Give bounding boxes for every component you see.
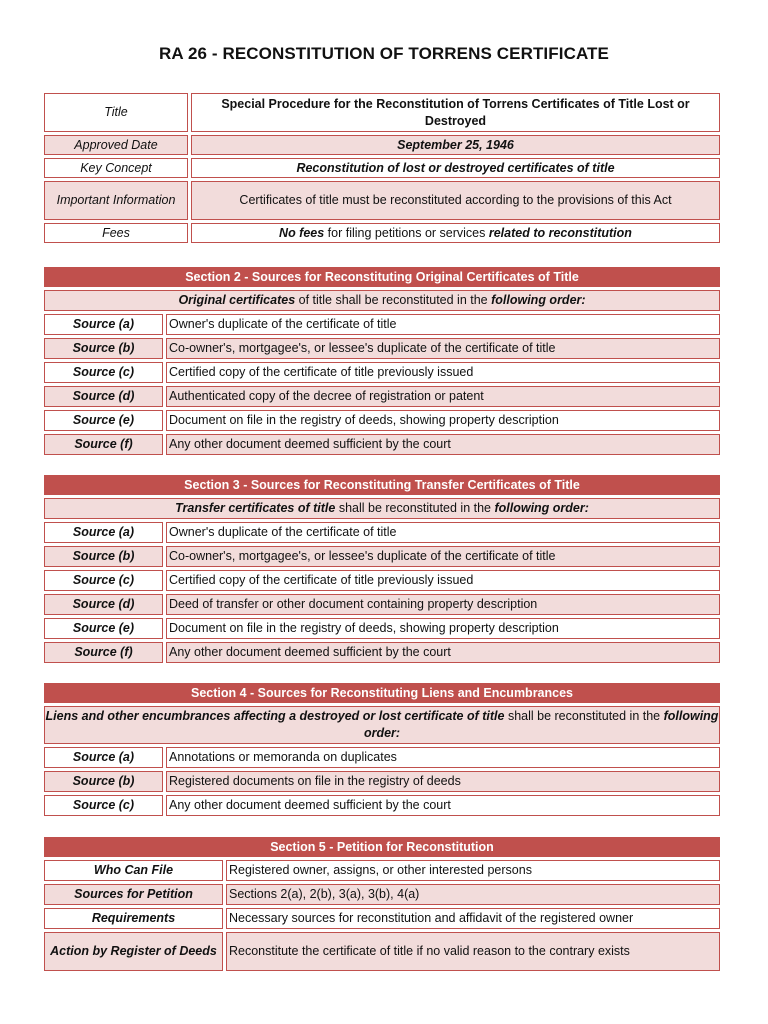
fees-emphasis: No fees xyxy=(279,225,325,240)
summary-value: Reconstitution of lost or destroyed certificates of title xyxy=(191,158,720,178)
section-header: Section 4 - Sources for Reconstituting Liens and Encumbrances xyxy=(44,683,720,703)
table-row xyxy=(44,386,720,407)
row-label: Requirements xyxy=(44,908,223,929)
section-5 xyxy=(44,837,720,974)
row-label: Source (b) xyxy=(44,338,163,359)
table-row xyxy=(44,522,720,543)
summary-value: Special Procedure for the Reconstitution of Torrens Certificates of Title Lost or Destroyed xyxy=(191,93,720,132)
summary-label: Fees xyxy=(44,223,188,243)
section-intro-em: Liens and other encumbrances affecting a destroyed or lost certificate of title xyxy=(45,709,505,723)
section-header: Section 5 - Petition for Reconstitution xyxy=(44,837,720,857)
row-label: Source (c) xyxy=(44,570,163,591)
summary-table xyxy=(44,93,720,246)
table-row xyxy=(44,747,720,768)
row-value: Any other document deemed sufficient by the court xyxy=(166,434,720,455)
table-row xyxy=(44,314,720,335)
summary-label: Title xyxy=(44,93,188,132)
row-label: Source (a) xyxy=(44,522,163,543)
table-row xyxy=(44,771,720,792)
section-intro xyxy=(44,498,720,519)
summary-row-important-information xyxy=(44,181,720,220)
row-value: Any other document deemed sufficient by the court xyxy=(166,642,720,663)
summary-row-key-concept xyxy=(44,158,720,178)
row-value: Owner's duplicate of the certificate of title xyxy=(166,314,720,335)
row-label: Source (c) xyxy=(44,362,163,383)
row-value: Reconstitute the certificate of title if no valid reason to the contrary exists xyxy=(226,932,720,971)
row-label: Source (b) xyxy=(44,771,163,792)
table-row xyxy=(44,434,720,455)
summary-value: Certificates of title must be reconstituted according to the provisions of this Act xyxy=(191,181,720,220)
section-2 xyxy=(44,267,720,458)
summary-value: September 25, 1946 xyxy=(191,135,720,155)
table-row xyxy=(44,410,720,431)
summary-label: Key Concept xyxy=(44,158,188,178)
section-3 xyxy=(44,475,720,666)
summary-row-fees xyxy=(44,223,720,243)
fees-text: for filing petitions or services xyxy=(324,225,489,240)
row-value: Owner's duplicate of the certificate of title xyxy=(166,522,720,543)
summary-row-approved-date xyxy=(44,135,720,155)
row-value: Registered owner, assigns, or other interested persons xyxy=(226,860,720,881)
row-value: Authenticated copy of the decree of registration or patent xyxy=(166,386,720,407)
section-intro-em: Original certificates xyxy=(178,293,296,307)
row-value: Certified copy of the certificate of title previously issued xyxy=(166,570,720,591)
section-intro-em-2: following order: xyxy=(363,709,719,740)
summary-row-title xyxy=(44,93,720,132)
row-label: Sources for Petition xyxy=(44,884,223,905)
row-label: Source (a) xyxy=(44,747,163,768)
row-label: Source (c) xyxy=(44,795,163,816)
section-4 xyxy=(44,683,720,819)
row-value: Document on file in the registry of deeds, showing property description xyxy=(166,410,720,431)
row-label: Who Can File xyxy=(44,860,223,881)
section-intro-text: shall be reconstituted in the xyxy=(504,709,664,723)
section-header: Section 2 - Sources for Reconstituting Original Certificates of Title xyxy=(44,267,720,287)
section-intro-em: Transfer certificates of title xyxy=(175,501,336,515)
section-header: Section 3 - Sources for Reconstituting Transfer Certificates of Title xyxy=(44,475,720,495)
section-intro xyxy=(44,706,720,744)
row-label: Source (d) xyxy=(44,594,163,615)
table-row xyxy=(44,338,720,359)
table-row xyxy=(44,546,720,567)
table-row xyxy=(44,618,720,639)
row-label: Action by Register of Deeds xyxy=(44,932,223,971)
row-value: Certified copy of the certificate of title previously issued xyxy=(166,362,720,383)
page-title: RA 26 - RECONSTITUTION OF TORRENS CERTIFICATE xyxy=(159,44,609,63)
table-row xyxy=(44,362,720,383)
row-value: Annotations or memoranda on duplicates xyxy=(166,747,720,768)
row-value: Necessary sources for reconstitution and affidavit of the registered owner xyxy=(226,908,720,929)
row-value: Co-owner's, mortgagee's, or lessee's duplicate of the certificate of title xyxy=(166,338,720,359)
table-row xyxy=(44,594,720,615)
row-value: Any other document deemed sufficient by the court xyxy=(166,795,720,816)
row-label: Source (e) xyxy=(44,618,163,639)
section-intro-em-2: following order: xyxy=(491,293,586,307)
table-row xyxy=(44,795,720,816)
section-intro-text: shall be reconstituted in the xyxy=(335,501,495,515)
table-row xyxy=(44,570,720,591)
row-label: Source (f) xyxy=(44,434,163,455)
row-value: Co-owner's, mortgagee's, or lessee's duplicate of the certificate of title xyxy=(166,546,720,567)
row-label: Source (b) xyxy=(44,546,163,567)
row-value: Registered documents on file in the registry of deeds xyxy=(166,771,720,792)
row-label: Source (f) xyxy=(44,642,163,663)
section-intro-em-2: following order: xyxy=(494,501,589,515)
table-row xyxy=(44,932,720,971)
summary-label: Important Information xyxy=(44,181,188,220)
summary-value xyxy=(191,223,720,243)
row-label: Source (d) xyxy=(44,386,163,407)
table-row xyxy=(44,642,720,663)
row-value: Deed of transfer or other document containing property description xyxy=(166,594,720,615)
section-intro xyxy=(44,290,720,311)
row-value: Sections 2(a), 2(b), 3(a), 3(b), 4(a) xyxy=(226,884,720,905)
section-intro-text: of title shall be reconstituted in the xyxy=(295,293,492,307)
table-row xyxy=(44,908,720,929)
table-row xyxy=(44,884,720,905)
row-label: Source (e) xyxy=(44,410,163,431)
row-label: Source (a) xyxy=(44,314,163,335)
row-value: Document on file in the registry of deeds, showing property description xyxy=(166,618,720,639)
summary-label: Approved Date xyxy=(44,135,188,155)
fees-emphasis-2: related to reconstitution xyxy=(488,225,632,240)
table-row xyxy=(44,860,720,881)
